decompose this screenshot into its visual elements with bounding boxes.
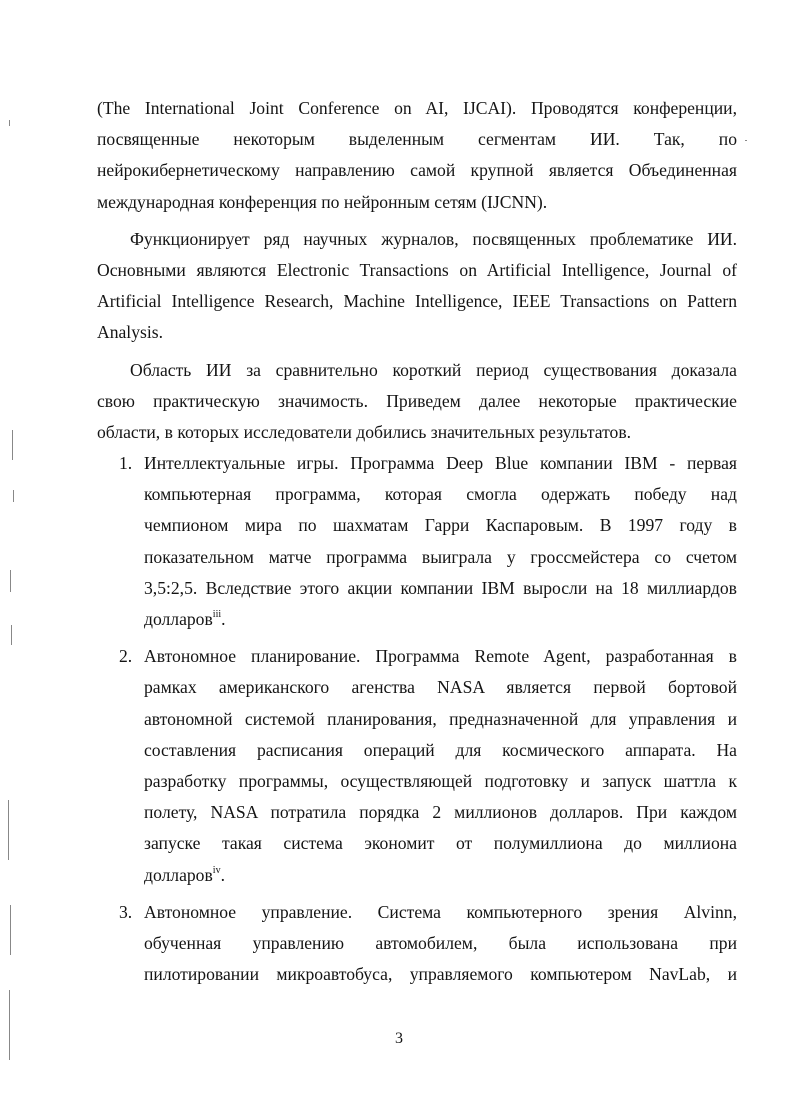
text-line: долларов$^{iv}$. — [144, 864, 225, 885]
list-item-games — [97, 448, 737, 635]
text-line: нейрокибернетическому направлению самой крупной является Объединенная — [97, 160, 737, 181]
footnote-marker: iv — [212, 864, 221, 876]
list-number: 2. — [119, 646, 133, 667]
list-item-planning — [97, 641, 737, 891]
text-line: Автономное управление. Система компьютерного зрения Alvinn, — [144, 901, 737, 922]
paragraph-applications — [97, 355, 737, 449]
text-line: рамках американского агенства NASA является первой бортовой — [144, 677, 737, 698]
text-line: Интеллектуальные игры. Программа Deep Blue компании IBM - первая — [144, 453, 737, 474]
scan-speck — [12, 430, 13, 460]
text-line: полету, NASA потратила порядка 2 миллионов долларов. При каждом — [144, 802, 737, 823]
list-item-control — [97, 897, 737, 991]
scan-speck — [9, 120, 10, 126]
text-line: компьютерная программа, которая смогла одержать победу над — [144, 484, 737, 505]
scan-speck — [8, 800, 9, 860]
text-line: Основными являются Electronic Transactions on Artificial Intelligence, Journal of — [97, 259, 737, 280]
text-line: 3,5:2,5. Вследствие этого акции компании IBM выросли на 18 миллиардов — [144, 577, 737, 598]
text-line: пилотировании микроавтобуса, управляемого компьютером NavLab, и — [144, 964, 737, 985]
scan-speck — [10, 905, 11, 955]
text-line: посвященные некоторым выделенным сегментам ИИ. Так, по — [97, 129, 737, 150]
text-line: автономной системой планирования, предназначенной для управления и — [144, 708, 737, 729]
list-number: 1. — [119, 453, 133, 474]
paragraph-journals — [97, 224, 737, 349]
text-line: Artificial Intelligence Research, Machine Intelligence, IEEE Transactions on Pattern — [97, 291, 737, 312]
page-number: 3 — [395, 1030, 403, 1047]
body-text — [97, 93, 737, 990]
text-line: составления расписания операций для космического аппарата. На — [144, 739, 737, 760]
scan-speck — [745, 140, 747, 141]
text-line: запуске такая система экономит от полумиллиона до миллиона — [144, 833, 737, 854]
text-line: Автономное планирование. Программа Remote Agent, разработанная в — [144, 646, 737, 667]
paragraph-conferences — [97, 93, 737, 218]
footnote-marker: iii — [212, 609, 222, 620]
scan-speck — [11, 625, 12, 645]
text-line: чемпионом мира по шахматам Гарри Каспаровым. В 1997 году в — [144, 515, 737, 536]
text-line: показательном матче программа выиграла у гроссмейстера со счетом — [144, 546, 737, 567]
text-line: Функционирует ряд научных журналов, посвященных проблематике ИИ. — [130, 228, 737, 249]
text-line: Область ИИ за сравнительно короткий период существования доказала — [130, 359, 737, 380]
text-line: международная конференция по нейронным сетям (IJCNN). — [97, 191, 548, 212]
text-line: разработку программы, осуществляющей подготовку и запуск шаттла к — [144, 770, 737, 791]
text-line: области, в которых исследователи добились значительных результатов. — [97, 421, 632, 442]
scan-speck — [10, 570, 11, 592]
text-line: свою практическую значимость. Приведем далее некоторые практические — [97, 390, 737, 411]
text-line: обученная управлению автомобилем, была использована при — [144, 932, 737, 953]
text-line: Analysis. — [97, 322, 163, 343]
scan-speck — [13, 490, 14, 502]
text-line: (The International Joint Conference on AI, IJCAI). Проводятся конференции, — [97, 98, 737, 118]
text-line: долларов$^{iii}$. — [144, 609, 226, 629]
scan-speck — [9, 990, 10, 1060]
list-number: 3. — [119, 901, 133, 922]
